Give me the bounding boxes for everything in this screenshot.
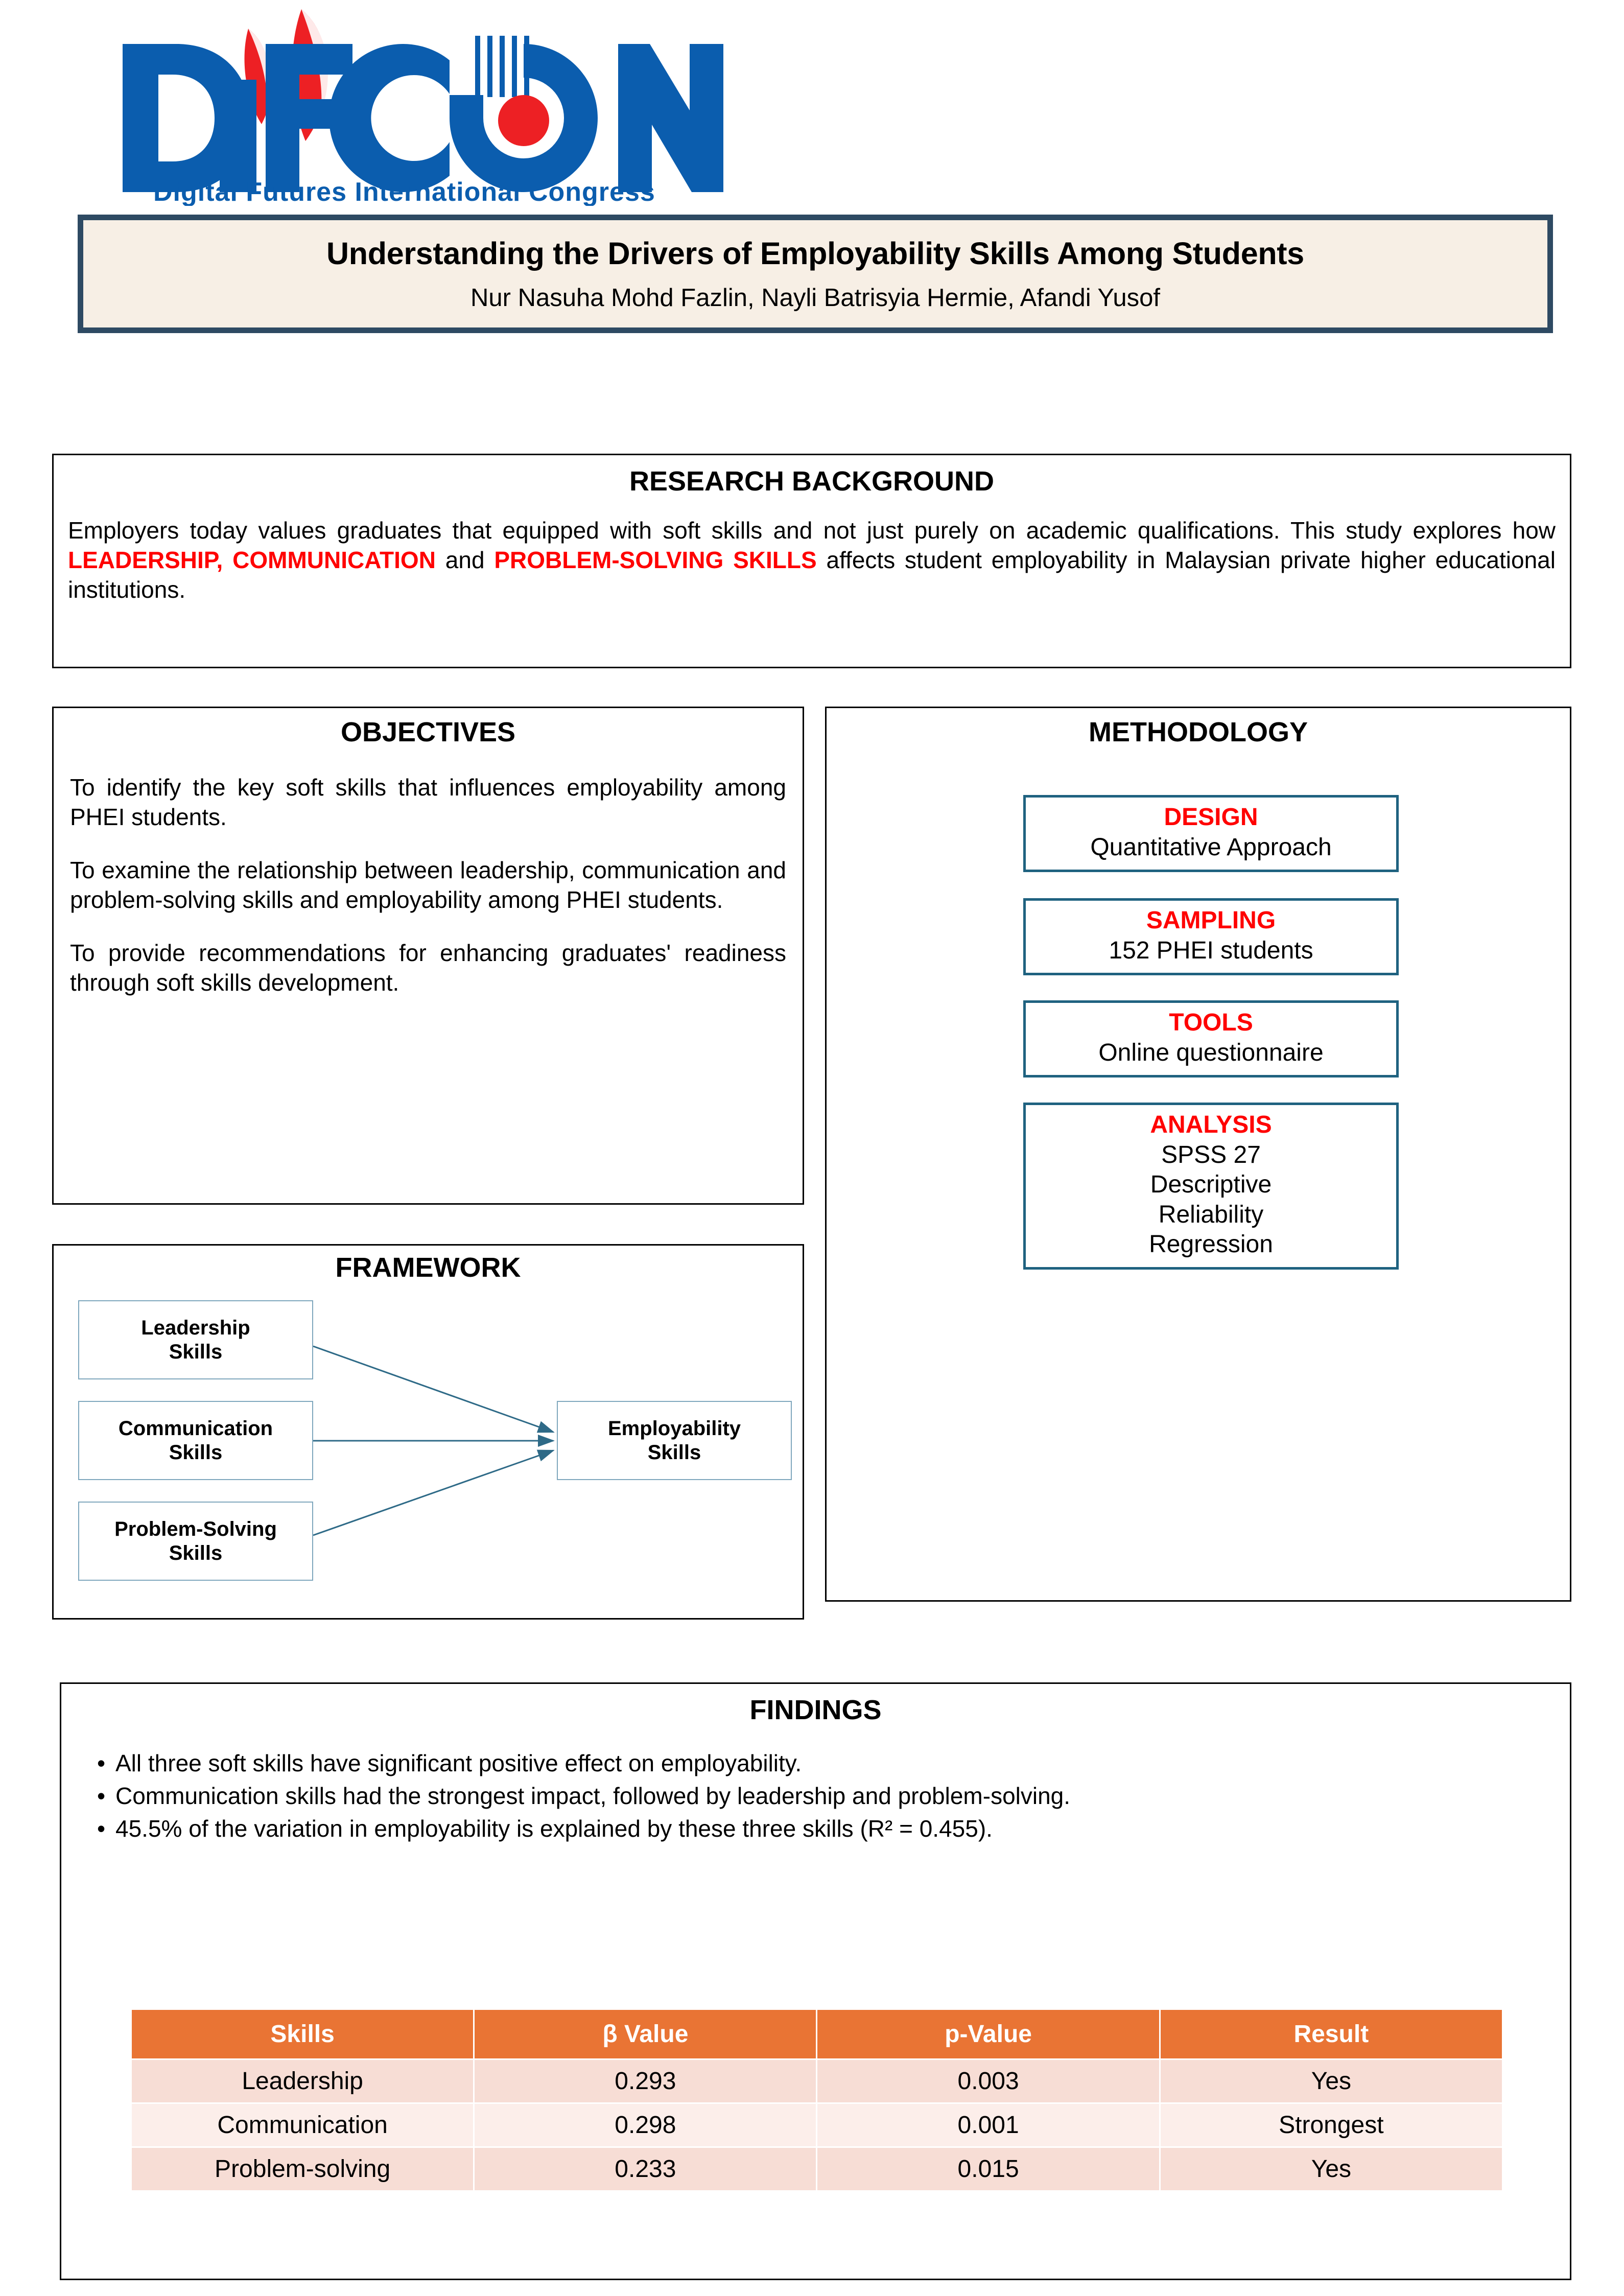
table-header-pvalue: p-Value [817, 2010, 1160, 2059]
framework-box-communication: Communication Skills [78, 1401, 313, 1480]
objective-item: To provide recommendations for enhancing graduates' readiness through soft skills development. [70, 940, 786, 996]
findings-list [75, 1749, 1557, 1844]
methodology-value-analysis: SPSS 27 Descriptive Reliability Regression [1149, 1141, 1273, 1258]
table-row [132, 2147, 1502, 2191]
objectives-heading: OBJECTIVES [340, 717, 516, 747]
methodology-box-analysis [1023, 1103, 1399, 1270]
framework-heading: FRAMEWORK [335, 1252, 521, 1283]
table-header-result: Result [1160, 2010, 1502, 2059]
objective-item: To identify the key soft skills that influences employability among PHEI students. [70, 774, 786, 831]
findings-bullet: • All three soft skills have significant positive effect on employability. [97, 1749, 1554, 1778]
methodology-panel [825, 707, 1571, 1602]
author-list: Nur Nasuha Mohd Fazlin, Nayli Batrisyia Hermie, Afandi Yusof [470, 284, 1160, 312]
methodology-label-analysis: ANALYSIS [1150, 1111, 1272, 1138]
rb-highlight-2: PROBLEM-SOLVING SKILLS [494, 547, 817, 574]
methodology-label-tools: TOOLS [1169, 1009, 1253, 1036]
logo-dot-icon [498, 95, 549, 146]
rb-text-part1: Employers today values graduates that equipped with soft skills and not just purely on academic qualifications. This study explores how [68, 517, 1556, 544]
research-background-text [68, 516, 1556, 605]
difcon-logo [61, 4, 736, 206]
methodology-box-design [1023, 795, 1399, 872]
table-row [132, 2103, 1502, 2147]
framework-box-employability: Employability Skills [557, 1401, 792, 1480]
methodology-value-tools: Online questionnaire [1098, 1039, 1324, 1066]
rb-highlight-1: LEADERSHIP, COMMUNICATION [68, 547, 436, 574]
objectives-panel [52, 707, 804, 1205]
research-background-panel [52, 454, 1571, 668]
methodology-box-tools [1023, 1000, 1399, 1077]
methodology-value-sampling: 152 PHEI students [1109, 936, 1313, 964]
table-cell-skill: Problem-solving [132, 2147, 474, 2191]
table-cell-pvalue: 0.015 [817, 2147, 1160, 2191]
findings-bullet: • 45.5% of the variation in employability is explained by these three skills (R² = 0.455). [97, 1814, 1554, 1844]
table-cell-result: Strongest [1160, 2103, 1502, 2147]
table-cell-pvalue: 0.001 [817, 2103, 1160, 2147]
findings-panel [60, 1682, 1571, 2280]
research-background-heading: RESEARCH BACKGROUND [629, 466, 995, 497]
table-cell-skill: Communication [132, 2103, 474, 2147]
table-cell-beta: 0.298 [474, 2103, 817, 2147]
table-cell-result: Yes [1160, 2059, 1502, 2103]
framework-diagram [54, 1286, 803, 1603]
fork-icon [475, 36, 529, 97]
table-cell-skill: Leadership [132, 2059, 474, 2103]
methodology-label-design: DESIGN [1164, 804, 1258, 831]
arrow-leadership [313, 1346, 553, 1432]
table-cell-pvalue: 0.003 [817, 2059, 1160, 2103]
findings-heading: FINDINGS [749, 1695, 882, 1725]
table-header-skills: Skills [132, 2010, 474, 2059]
difcon-logo-svg [61, 4, 736, 206]
results-table [132, 2010, 1502, 2190]
rb-text-part2: and [435, 547, 495, 574]
methodology-label-sampling: SAMPLING [1146, 907, 1276, 934]
table-cell-beta: 0.293 [474, 2059, 817, 2103]
page-title: Understanding the Drivers of Employability Skills Among Students [326, 236, 1304, 271]
framework-box-leadership: Leadership Skills [78, 1300, 313, 1379]
framework-panel [52, 1244, 804, 1620]
methodology-heading: METHODOLOGY [1089, 717, 1308, 747]
title-banner [78, 215, 1553, 333]
methodology-value-design: Quantitative Approach [1090, 833, 1332, 861]
table-cell-result: Yes [1160, 2147, 1502, 2191]
findings-bullet: • Communication skills had the strongest impact, followed by leadership and problem-solving. [97, 1782, 1554, 1811]
rb-text-part3: affects student employability in Malaysian private higher educational institutions. [68, 547, 1556, 603]
arrow-problem-solving [313, 1450, 553, 1535]
logo-tagline: Digital Futures International Congress [153, 177, 655, 206]
table-header-row [132, 2010, 1502, 2059]
framework-box-problem-solving: Problem-Solving Skills [78, 1502, 313, 1581]
table-cell-beta: 0.233 [474, 2147, 817, 2191]
objective-item: To examine the relationship between leadership, communication and problem-solving skills and employability among PHEI students. [70, 857, 786, 913]
table-row [132, 2059, 1502, 2103]
table-header-beta: β Value [474, 2010, 817, 2059]
methodology-box-sampling [1023, 898, 1399, 975]
